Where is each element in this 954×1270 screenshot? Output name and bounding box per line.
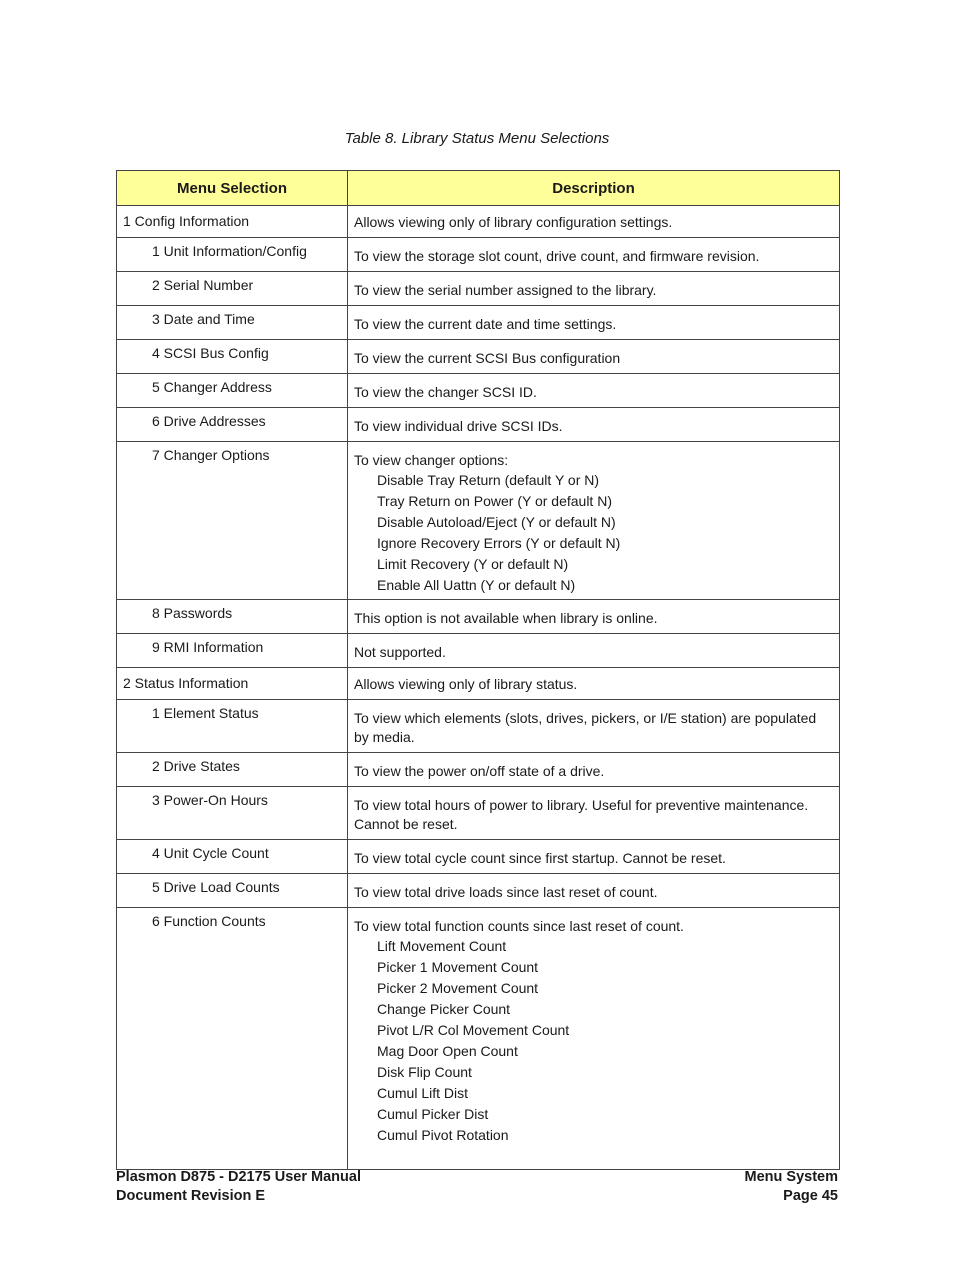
manual-title: Plasmon D875 - D2175 User Manual <box>116 1169 361 1185</box>
option-item: Mag Door Open Count <box>377 1043 518 1059</box>
description: To view the storage slot count, drive count, and firmware revision. <box>354 248 760 264</box>
table-row <box>117 787 840 840</box>
option-item: Cumul Pivot Rotation <box>377 1127 509 1143</box>
table-row <box>117 272 840 306</box>
menu-selection: 3 Power-On Hours <box>152 792 268 808</box>
table-header-row <box>117 171 840 206</box>
description: Not supported. <box>354 644 446 660</box>
menu-selection: 2 Status Information <box>123 675 249 691</box>
table-row <box>117 600 840 634</box>
table-row <box>117 306 840 340</box>
option-item: Picker 2 Movement Count <box>377 980 539 996</box>
menu-selection: 2 Drive States <box>152 758 240 774</box>
option-item: Disable Autoload/Eject (Y or default N) <box>377 514 616 530</box>
description: This option is not available when library is online. <box>354 610 658 626</box>
menu-selection: 2 Serial Number <box>152 277 254 293</box>
table-row <box>117 340 840 374</box>
menu-selection: 5 Changer Address <box>152 379 272 395</box>
description: To view the current date and time settings. <box>354 316 617 332</box>
menu-selection: 8 Passwords <box>152 605 233 621</box>
table-row <box>117 374 840 408</box>
table-row <box>117 874 840 908</box>
description: To view total drive loads since last reset of count. <box>354 884 658 900</box>
header-menu-selection: Menu Selection <box>117 171 348 206</box>
description: To view which elements (slots, drives, pickers, or I/E station) are populated by media. <box>354 710 817 745</box>
section-name: Menu System <box>744 1169 838 1185</box>
menu-selection: 5 Drive Load Counts <box>152 879 280 895</box>
option-item: Cumul Picker Dist <box>377 1106 489 1122</box>
table-row <box>117 908 840 1170</box>
option-item: Disk Flip Count <box>377 1064 472 1080</box>
option-item: Cumul Lift Dist <box>377 1085 469 1101</box>
menu-selection: 4 Unit Cycle Count <box>152 845 269 861</box>
menu-selection: 6 Drive Addresses <box>152 413 266 429</box>
option-item: Lift Movement Count <box>377 938 507 954</box>
option-item: Limit Recovery (Y or default N) <box>377 556 569 572</box>
header-description: Description <box>348 171 840 206</box>
description: To view changer options: <box>354 452 509 468</box>
table-row <box>117 840 840 874</box>
table-row <box>117 408 840 442</box>
description: To view individual drive SCSI IDs. <box>354 418 563 434</box>
option-item: Picker 1 Movement Count <box>377 959 539 975</box>
option-item: Disable Tray Return (default Y or N) <box>377 472 600 488</box>
description: To view the current SCSI Bus configuration <box>354 350 621 366</box>
menu-selection: 3 Date and Time <box>152 311 255 327</box>
table-row <box>117 206 840 238</box>
changer-options-list <box>348 470 839 596</box>
document-revision: Document Revision E <box>116 1188 266 1204</box>
table-row <box>117 668 840 700</box>
description: To view the changer SCSI ID. <box>354 384 537 400</box>
option-item: Tray Return on Power (Y or default N) <box>377 493 612 509</box>
page-number: Page 45 <box>783 1188 838 1204</box>
menu-selection: 1 Element Status <box>152 705 259 721</box>
option-item: Pivot L/R Col Movement Count <box>377 1022 570 1038</box>
menu-selection: 4 SCSI Bus Config <box>152 345 269 361</box>
option-item: Ignore Recovery Errors (Y or default N) <box>377 535 621 551</box>
table-row <box>117 442 840 600</box>
menu-selection: 1 Config Information <box>123 213 250 229</box>
function-counts-list <box>348 936 839 1166</box>
menu-selection: 9 RMI Information <box>152 639 264 655</box>
table-row <box>117 238 840 272</box>
table-row <box>117 700 840 753</box>
menu-selection: 1 Unit Information/Config <box>152 243 307 259</box>
footer-right <box>745 1168 838 1206</box>
table-row <box>117 634 840 668</box>
description: To view the power on/off state of a drive. <box>354 763 605 779</box>
description: To view total function counts since last reset of count. <box>354 918 684 934</box>
option-item: Change Picker Count <box>377 1001 511 1017</box>
menu-selection: 6 Function Counts <box>152 913 266 929</box>
menu-selection: 7 Changer Options <box>152 447 270 463</box>
table-row <box>117 753 840 787</box>
description: Allows viewing only of library configuration settings. <box>354 214 673 230</box>
description: Allows viewing only of library status. <box>354 676 578 692</box>
description: To view the serial number assigned to the library. <box>354 282 657 298</box>
table-caption: Table 8. Library Status Menu Selections <box>344 130 610 147</box>
library-status-menu-table <box>116 170 840 1170</box>
option-item: Enable All Uattn (Y or default N) <box>377 577 576 593</box>
description: To view total hours of power to library. Useful for preventive maintenance. Cannot be reset. <box>354 797 809 832</box>
footer-left <box>116 1168 361 1206</box>
description: To view total cycle count since first startup. Cannot be reset. <box>354 850 726 866</box>
